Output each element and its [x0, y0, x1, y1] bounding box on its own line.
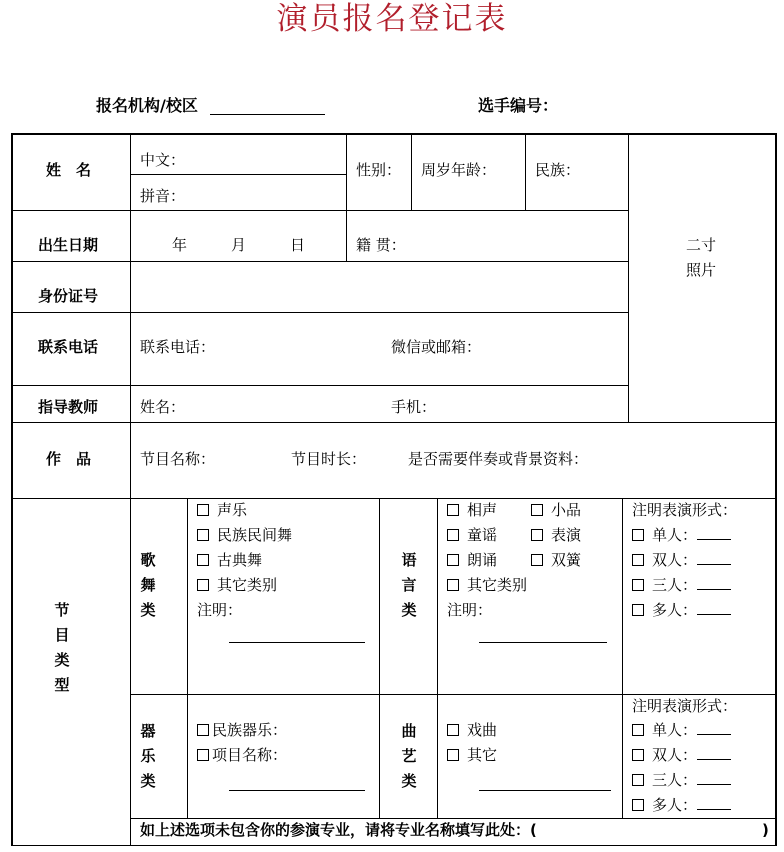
- category-char: 舞: [140, 576, 156, 594]
- category-char: 艺: [401, 747, 417, 765]
- count-blank[interactable]: [697, 563, 731, 565]
- org-label: 报名机构/校区: [96, 96, 198, 115]
- program-duration-field[interactable]: 节目时长：: [291, 450, 367, 468]
- checkbox-icon: [632, 529, 644, 541]
- category-char: 类: [140, 772, 156, 790]
- song-dance-note-label: 注明：: [197, 601, 243, 619]
- checkbox-icon: [447, 529, 459, 541]
- checkbox-opera[interactable]: [447, 723, 497, 738]
- birth-day-unit: 日: [290, 236, 306, 254]
- count-blank[interactable]: [697, 538, 731, 540]
- option-label: 三人：: [652, 771, 698, 789]
- checkbox-icon: [197, 529, 209, 541]
- native-place-field[interactable]: 籍 贯：: [356, 236, 406, 254]
- checkbox-project-name[interactable]: [197, 748, 287, 763]
- checkbox-icon: [197, 504, 209, 516]
- checkbox-icon: [632, 579, 644, 591]
- category-char: 类: [140, 601, 156, 619]
- checkbox-icon: [197, 579, 209, 591]
- category-char: 类: [401, 601, 417, 619]
- birth-month-unit: 月: [231, 236, 247, 254]
- language-note-blank[interactable]: [479, 642, 607, 643]
- form-note-title-upper: 注明表演形式：: [632, 501, 738, 519]
- checkbox-trio-upper[interactable]: [632, 578, 731, 593]
- category-char: 曲: [401, 722, 417, 740]
- checkbox-icon: [632, 724, 644, 736]
- chinese-name-field[interactable]: 中文：: [140, 151, 186, 169]
- id-card-input[interactable]: [131, 262, 627, 312]
- teacher-mobile-field[interactable]: 手机：: [391, 398, 437, 416]
- option-label: 古典舞: [217, 551, 263, 569]
- checkbox-trio-lower[interactable]: [632, 773, 731, 788]
- player-no-label: 选手编号：: [478, 96, 559, 115]
- option-label: 双人：: [652, 551, 698, 569]
- checkbox-icon: [447, 504, 459, 516]
- option-label: 表演: [551, 526, 582, 544]
- option-label: 朗诵: [467, 551, 498, 569]
- checkbox-other-dance[interactable]: [197, 578, 277, 593]
- contact-label: 联系电话: [38, 338, 99, 356]
- checkbox-icon: [197, 554, 209, 566]
- program-type-char: 型: [54, 676, 70, 694]
- checkbox-icon: [632, 749, 644, 761]
- checkbox-icon: [447, 554, 459, 566]
- count-blank[interactable]: [697, 758, 731, 760]
- photo-label-line1: 二寸: [686, 236, 717, 254]
- instrument-note-blank[interactable]: [229, 790, 365, 791]
- pinyin-name-field[interactable]: 拼音：: [140, 187, 186, 205]
- footer-note: 如上述选项未包含你的参演专业，请将专业名称填写此处：(: [140, 821, 537, 839]
- category-char: 类: [401, 772, 417, 790]
- form-note-title-lower: 注明表演形式：: [632, 697, 738, 715]
- option-label: 其它: [467, 746, 498, 764]
- option-label: 双人：: [652, 746, 698, 764]
- option-label: 多人：: [652, 796, 698, 814]
- option-label: 单人：: [652, 721, 698, 739]
- option-label: 相声: [467, 501, 498, 519]
- option-label: 三人：: [652, 576, 698, 594]
- song-dance-note-blank[interactable]: [229, 642, 365, 643]
- checkbox-duo-lower[interactable]: [632, 748, 731, 763]
- option-label: 民族民间舞: [217, 526, 293, 544]
- program-type-label: [52, 598, 72, 698]
- name-label: 姓 名: [46, 161, 92, 179]
- checkbox-icon: [447, 749, 459, 761]
- checkbox-vocal[interactable]: [197, 503, 247, 518]
- checkbox-group-lower[interactable]: [632, 798, 731, 813]
- option-label: 多人：: [652, 601, 698, 619]
- footer-input[interactable]: [540, 822, 760, 842]
- wechat-email-field[interactable]: 微信或邮箱：: [391, 338, 482, 356]
- checkbox-recitation[interactable]: [447, 553, 497, 568]
- checkbox-icon: [447, 579, 459, 591]
- phone-field[interactable]: 联系电话：: [140, 338, 216, 356]
- checkbox-double-act[interactable]: [531, 553, 581, 568]
- gender-field[interactable]: 性别：: [356, 161, 402, 179]
- option-label: 单人：: [652, 526, 698, 544]
- category-char: 乐: [140, 747, 156, 765]
- checkbox-icon: [632, 774, 644, 786]
- language-note-label: 注明：: [447, 601, 493, 619]
- checkbox-icon: [632, 554, 644, 566]
- checkbox-solo-lower[interactable]: [632, 723, 731, 738]
- checkbox-sketch[interactable]: [531, 503, 581, 518]
- program-type-char: 目: [54, 626, 70, 644]
- count-blank[interactable]: [697, 783, 731, 785]
- form-title: 演员报名登记表: [276, 1, 508, 37]
- footer-close-paren: ): [762, 821, 769, 839]
- option-label: 其它类别: [217, 576, 278, 594]
- photo-label-line2: 照片: [686, 261, 717, 279]
- count-blank[interactable]: [697, 588, 731, 590]
- birth-date-label: 出生日期: [38, 236, 99, 254]
- quyi-category-label: [399, 719, 419, 794]
- age-field[interactable]: 周岁年龄：: [421, 161, 497, 179]
- photo-area[interactable]: [629, 135, 775, 422]
- id-card-label: 身份证号: [38, 287, 99, 305]
- checkbox-icon: [447, 724, 459, 736]
- checkbox-icon: [531, 554, 543, 566]
- count-blank[interactable]: [697, 613, 731, 615]
- checkbox-icon: [531, 504, 543, 516]
- program-type-char: 类: [54, 651, 70, 669]
- category-char: 器: [140, 722, 156, 740]
- ethnicity-field[interactable]: 民族：: [535, 161, 581, 179]
- checkbox-performance[interactable]: [531, 528, 581, 543]
- checkbox-solo-upper[interactable]: [632, 528, 731, 543]
- option-label: 童谣: [467, 526, 498, 544]
- quyi-note-blank[interactable]: [479, 790, 611, 791]
- category-char: 语: [401, 551, 417, 569]
- option-label: 小品: [551, 501, 582, 519]
- option-label: 民族器乐：: [212, 721, 288, 739]
- checkbox-other-language[interactable]: [447, 578, 527, 593]
- category-char: 言: [401, 576, 417, 594]
- category-char: 歌: [140, 551, 156, 569]
- program-type-char: 节: [54, 601, 70, 619]
- option-label: 其它类别: [467, 576, 528, 594]
- option-label: 双簧: [551, 551, 582, 569]
- checkbox-icon: [632, 604, 644, 616]
- count-blank[interactable]: [697, 733, 731, 735]
- checkbox-icon: [632, 799, 644, 811]
- language-category-label: [399, 548, 419, 623]
- checkbox-folk-dance[interactable]: [197, 528, 292, 543]
- checkbox-folk-instrument[interactable]: [197, 723, 287, 738]
- checkbox-other-quyi[interactable]: [447, 748, 497, 763]
- teacher-label: 指导教师: [38, 398, 99, 416]
- checkbox-classical-dance[interactable]: [197, 553, 262, 568]
- birth-year-unit: 年: [172, 236, 188, 254]
- song-dance-category-label: [138, 548, 158, 623]
- count-blank[interactable]: [697, 808, 731, 810]
- program-name-field[interactable]: 节目名称：: [140, 450, 216, 468]
- option-label: 项目名称：: [212, 746, 288, 764]
- accompaniment-field[interactable]: 是否需要伴奏或背景资料：: [408, 450, 589, 468]
- checkbox-crosstalk[interactable]: [447, 503, 497, 518]
- checkbox-group-upper[interactable]: [632, 603, 731, 618]
- checkbox-nursery-rhyme[interactable]: [447, 528, 497, 543]
- teacher-name-field[interactable]: 姓名：: [140, 398, 186, 416]
- checkbox-icon: [197, 749, 209, 761]
- instrument-category-label: [138, 719, 158, 794]
- checkbox-duo-upper[interactable]: [632, 553, 731, 568]
- work-label: 作 品: [46, 450, 92, 468]
- checkbox-icon: [197, 724, 209, 736]
- option-label: 戏曲: [467, 721, 498, 739]
- checkbox-icon: [531, 529, 543, 541]
- option-label: 声乐: [217, 501, 248, 519]
